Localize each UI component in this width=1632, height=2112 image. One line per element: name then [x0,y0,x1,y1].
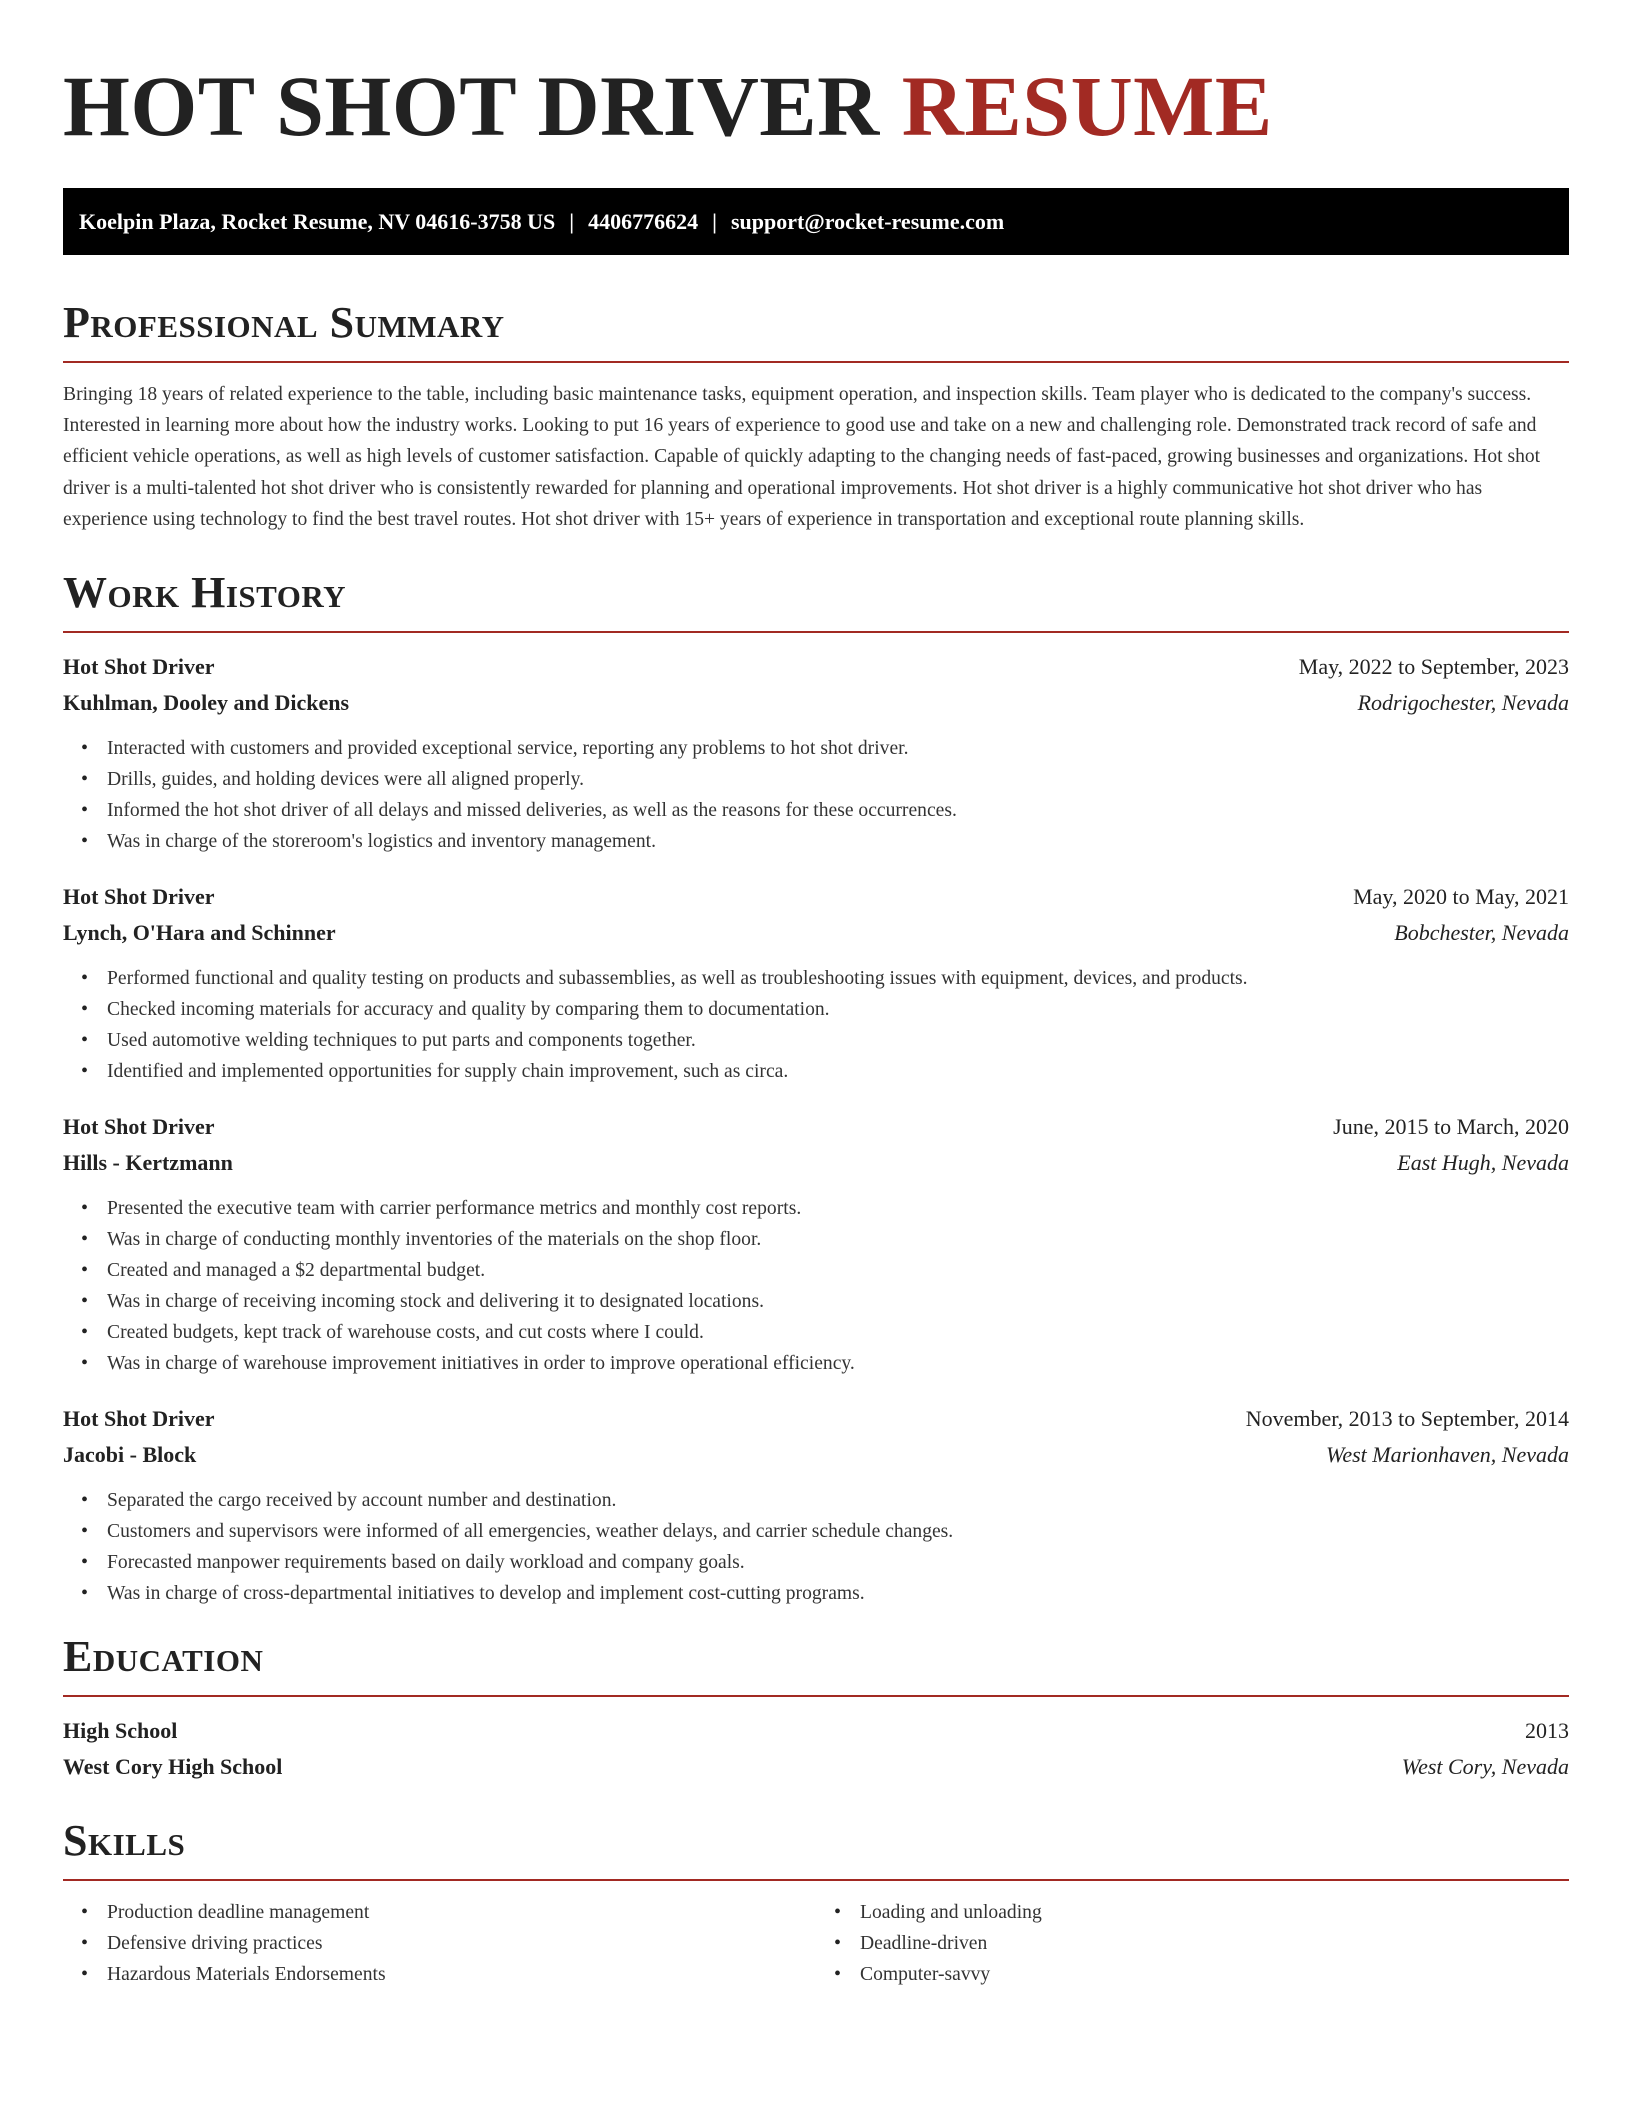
job-bullets [63,1193,1569,1379]
title-accent: RESUME [901,58,1273,154]
skills-column-right [816,1897,1569,1990]
job-title: Hot Shot Driver [63,1406,215,1432]
job-title: Hot Shot Driver [63,654,215,680]
job-bullet: • Drills, guides, and holding devices were all aligned properly. [107,764,1569,795]
summary-text: Bringing 18 years of related experience to the table, including basic maintenance tasks, equipment operation, and inspection skills. Team player who is dedicated to the company's success. Interested in learning more about how the industry works. Looking to put 16 years of experience to good use and take on a new and challenging role. Demonstrated track record of safe and efficient vehicle operations, as well as high levels of customer satisfaction. Capable of quickly adapting to the changing needs of fast-paced, growing businesses and organizations. Hot shot driver is a multi-talented hot shot driver who is consistently rewarded for planning and operational improvements. Hot shot driver is a highly communicative hot shot driver who has experience using technology to find the best travel routes. Hot shot driver with 15+ years of experience in transportation and exceptional route planning skills. [63,384,1541,530]
job-dates: May, 2022 to September, 2023 [1298,654,1569,680]
job-dates: May, 2020 to May, 2021 [1353,884,1569,910]
job-bullet: • Separated the cargo received by account number and destination. [107,1485,1569,1516]
job-entry [63,879,1569,1087]
job-company: Kuhlman, Dooley and Dickens [63,690,350,716]
section-divider [63,1879,1569,1881]
title-main: HOT SHOT DRIVER [63,58,880,154]
skill-item: • Defensive driving practices [107,1928,816,1959]
job-header-row [63,1401,1569,1437]
section-heading-education: Education [63,1632,264,1682]
job-location: Bobchester, Nevada [1394,920,1569,946]
job-header-row [63,1109,1569,1145]
job-bullet: • Forecasted manpower requirements based on daily workload and company goals. [107,1547,1569,1578]
education-location: West Cory, Nevada [1401,1754,1569,1780]
skill-item: • Hazardous Materials Endorsements [107,1959,816,1990]
job-bullets [63,963,1569,1087]
job-company: Jacobi - Block [63,1442,197,1468]
job-location: West Marionhaven, Nevada [1326,1442,1569,1468]
job-bullet: • Checked incoming materials for accuracy and quality by comparing them to documentation. [107,994,1569,1025]
contact-separator: | [712,208,717,234]
education-year: 2013 [1525,1718,1569,1744]
job-header-row [63,879,1569,915]
job-dates: June, 2015 to March, 2020 [1333,1114,1569,1140]
work-history-section [63,567,1569,1609]
job-bullet: • Created and managed a $2 departmental budget. [107,1255,1569,1286]
skills-grid [63,1897,1569,1990]
job-bullet: • Interacted with customers and provided exceptional service, reporting any problems to hot shot driver. [107,733,1569,764]
section-heading-skills: Skills [63,1816,186,1866]
job-location: East Hugh, Nevada [1397,1150,1569,1176]
contact-bar [63,188,1569,255]
job-company-row [63,915,1569,951]
job-entry [63,1401,1569,1609]
job-bullet: • Was in charge of receiving incoming stock and delivering it to designated locations. [107,1286,1569,1317]
job-bullet: • Presented the executive team with carrier performance metrics and monthly cost reports. [107,1193,1569,1224]
job-bullet: • Was in charge of cross-departmental initiatives to develop and implement cost-cutting programs. [107,1578,1569,1609]
skills-list [63,1897,816,1990]
job-bullet: • Informed the hot shot driver of all delays and missed deliveries, as well as the reasons for these occurrences. [107,795,1569,826]
job-company-row [63,1437,1569,1473]
job-bullet: • Performed functional and quality testing on products and subassemblies, as well as troubleshooting issues with equipment, devices, and products. [107,963,1569,994]
section-heading-work: Work History [63,568,347,618]
job-company-row [63,685,1569,721]
section-heading-summary: Professional Summary [63,298,505,347]
section-divider [63,1695,1569,1697]
section-divider [63,361,1569,363]
job-dates: November, 2013 to September, 2014 [1245,1406,1569,1432]
skills-column-left [63,1897,816,1990]
professional-summary-section [63,297,1569,535]
job-bullet: • Created budgets, kept track of warehouse costs, and cut costs where I could. [107,1317,1569,1348]
job-header-row [63,649,1569,685]
skill-item: • Computer-savvy [860,1959,1569,1990]
job-company: Hills - Kertzmann [63,1150,233,1176]
skill-item: • Deadline-driven [860,1928,1569,1959]
contact-email[interactable]: support@rocket-resume.com [730,208,1005,234]
education-section [63,1631,1569,1785]
job-bullet: • Was in charge of the storeroom's logistics and inventory management. [107,826,1569,857]
job-entry [63,1109,1569,1379]
job-location: Rodrigochester, Nevada [1357,690,1569,716]
section-divider [63,631,1569,633]
education-degree-row [63,1713,1569,1749]
contact-phone[interactable]: 4406776624 [588,208,699,234]
education-school: West Cory High School [63,1754,283,1780]
skills-list [816,1897,1569,1990]
job-bullet: • Was in charge of warehouse improvement initiatives in order to improve operational efficiency. [107,1348,1569,1379]
education-degree: High School [63,1718,178,1744]
skill-item: • Production deadline management [107,1897,816,1928]
job-bullet: • Customers and supervisors were informed of all emergencies, weather delays, and carrier schedule changes. [107,1516,1569,1547]
job-title: Hot Shot Driver [63,884,215,910]
job-entry [63,649,1569,857]
job-bullets [63,733,1569,857]
job-bullet: • Used automotive welding techniques to put parts and components together. [107,1025,1569,1056]
job-bullet: • Was in charge of conducting monthly inventories of the materials on the shop floor. [107,1224,1569,1255]
skill-item: • Loading and unloading [860,1897,1569,1928]
job-title: Hot Shot Driver [63,1114,215,1140]
resume-title [63,56,1569,156]
job-bullets [63,1485,1569,1609]
job-company: Lynch, O'Hara and Schinner [63,920,336,946]
job-bullet: • Identified and implemented opportunities for supply chain improvement, such as circa. [107,1056,1569,1087]
contact-address: Koelpin Plaza, Rocket Resume, NV 04616-3758 US [79,208,556,234]
job-company-row [63,1145,1569,1181]
contact-separator: | [569,208,575,234]
skills-section [63,1815,1569,1990]
education-school-row [63,1749,1569,1785]
